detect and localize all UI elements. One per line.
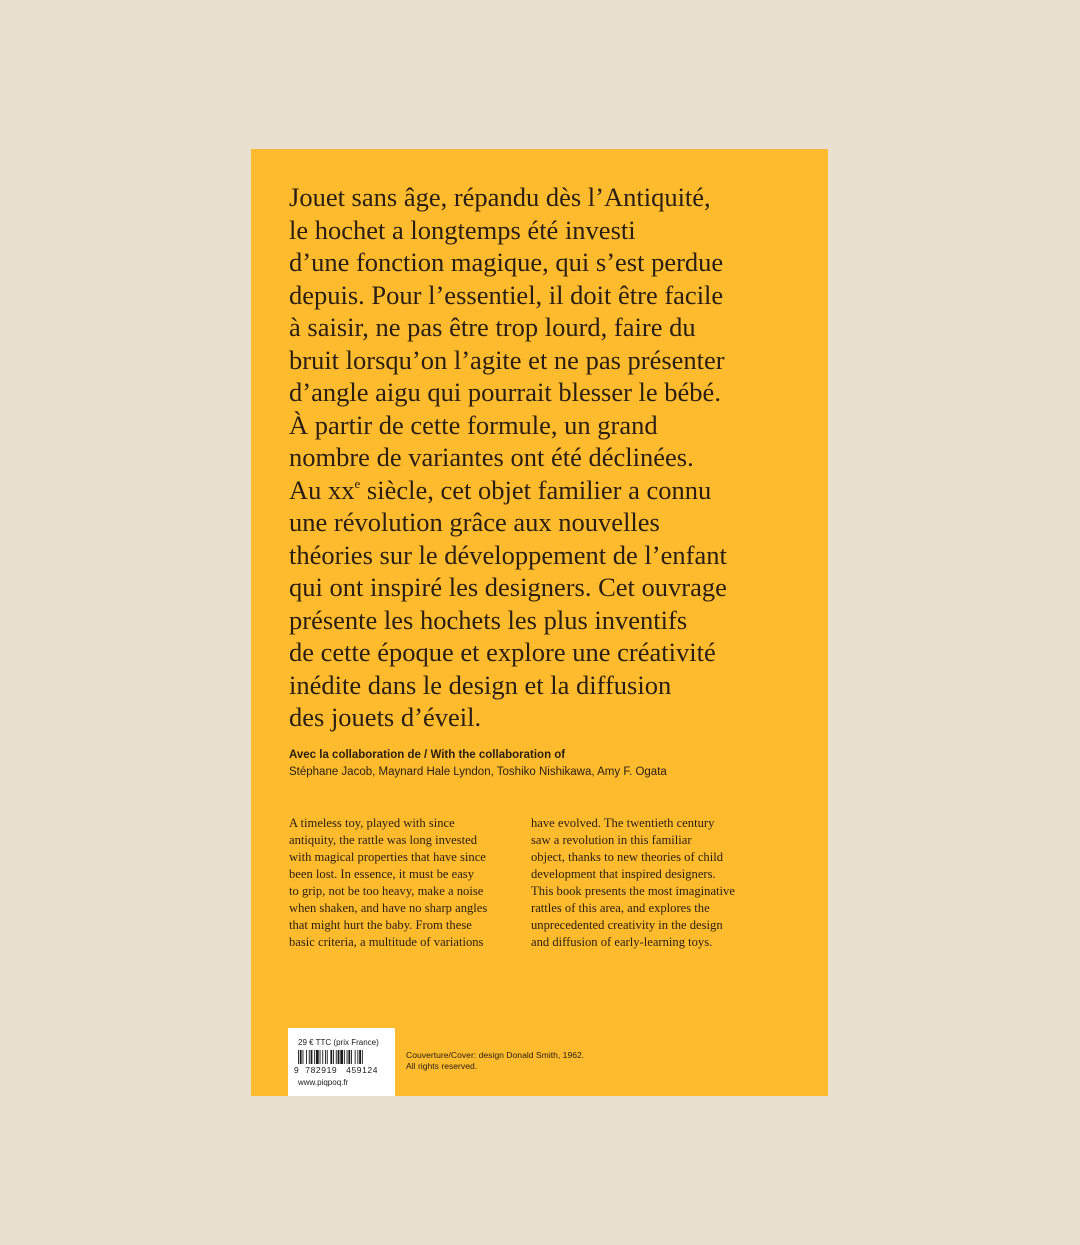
barcode-bar (330, 1050, 332, 1064)
english-blurb-right-column (531, 815, 761, 951)
barcode-bar (355, 1050, 356, 1064)
blurb-line: inédite dans le design et la diffusion (289, 669, 672, 700)
publisher-website: www.piqpoq.fr (298, 1078, 349, 1087)
barcode-bar (347, 1050, 348, 1064)
blurb-line: d’angle aigu qui pourrait blesser le bébé. (289, 377, 721, 407)
english-line: basic criteria, a multitude of variations (289, 935, 484, 949)
barcode-bar (311, 1050, 313, 1064)
barcode-bar (316, 1050, 319, 1064)
english-blurb-left-column (289, 815, 519, 951)
blurb-line: d’une fonction magique, qui s’est perdue (289, 247, 724, 277)
english-line: and diffusion of early-learning toys. (531, 935, 713, 949)
isbn-middle-digits: 782919 (305, 1065, 338, 1075)
blurb-line: le hochet a longtemps été investi (289, 214, 636, 245)
isbn-number (294, 1065, 378, 1075)
rights-line: All rights reserved. (406, 1061, 478, 1071)
english-line: when shaken, and have no sharp angles (289, 901, 488, 915)
book-back-cover (251, 149, 828, 1096)
barcode-bar (338, 1050, 340, 1064)
barcode-bar (306, 1050, 307, 1064)
barcode-bar (320, 1050, 321, 1064)
blurb-line: À partir de cette formule, un grand (289, 409, 658, 440)
blurb-line: une révolution grâce aux nouvelles (289, 507, 660, 537)
english-line: that might hurt the baby. From these (289, 918, 472, 932)
collaboration-title: Avec la collaboration de / With the collaboration of (289, 749, 566, 761)
barcode-bar (322, 1050, 323, 1064)
barcode-bar (340, 1050, 343, 1064)
french-blurb (289, 181, 809, 734)
english-line: unprecedented creativity in the design (531, 918, 723, 932)
barcode-bar (327, 1050, 328, 1064)
blurb-line: de cette époque et explore une créativité (289, 637, 716, 667)
century-before: Au xx (289, 474, 355, 505)
english-line: saw a revolution in this familiar (531, 833, 692, 847)
blurb-line: bruit lorsqu’on l’agite et ne pas présenter (289, 344, 725, 375)
english-line: rattles of this area, and explores the (531, 901, 710, 915)
english-line: A timeless toy, played with since (289, 816, 455, 830)
isbn-first-digit: 9 (294, 1065, 300, 1075)
barcode-bar (298, 1050, 299, 1064)
blurb-line: depuis. Pour l’essentiel, il doit être facile (289, 279, 724, 310)
english-line: have evolved. The twentieth century (531, 816, 715, 830)
english-line: been lost. In essence, it must be easy (289, 867, 475, 881)
barcode-bar (348, 1050, 350, 1064)
collaboration-names: Stéphane Jacob, Maynard Hale Lyndon, Toshiko Nishikawa, Amy F. Ogata (289, 766, 667, 778)
century-after: siècle, cet objet familier a connu (360, 474, 712, 505)
blurb-line-century (289, 474, 809, 507)
price-text: 29 € TTC (prix France) (298, 1038, 379, 1047)
english-line: object, thanks to new theories of child (531, 850, 724, 864)
barcode-bar (314, 1050, 315, 1064)
barcode-bar (336, 1050, 337, 1064)
barcode-bar (344, 1050, 345, 1064)
english-line: antiquity, the rattle was long invested (289, 833, 478, 847)
english-line: development that inspired designers. (531, 867, 716, 881)
blurb-line: nombre de variantes ont été déclinées. (289, 442, 694, 472)
barcode-bar (359, 1050, 361, 1064)
barcode-bar (300, 1050, 302, 1064)
barcode-bar (357, 1050, 358, 1064)
barcode-icon (298, 1050, 390, 1064)
english-line: to grip, not be too heavy, make a noise (289, 884, 484, 898)
collaboration-credits (289, 747, 809, 781)
barcode-bar (309, 1050, 310, 1064)
barcode-bar (333, 1050, 334, 1064)
english-line: with magical properties that have since (289, 850, 486, 864)
blurb-line: des jouets d’éveil. (289, 702, 482, 732)
blurb-line: à saisir, ne pas être trop lourd, faire du (289, 312, 696, 342)
century-superscript: e (354, 475, 361, 491)
english-line: This book presents the most imaginative (531, 884, 735, 898)
barcode-label (288, 1028, 395, 1096)
barcode-bar (362, 1050, 363, 1064)
blurb-line: qui ont inspiré les designers. Cet ouvrage (289, 572, 727, 602)
blurb-line: présente les hochets les plus inventifs (289, 604, 688, 635)
blurb-line: théories sur le développement de l’enfant (289, 539, 727, 570)
blurb-line: Jouet sans âge, répandu dès l’Antiquité, (289, 182, 711, 212)
barcode-bar (303, 1050, 304, 1064)
cover-credit-line: Couverture/Cover: design Donald Smith, 1962. (406, 1050, 585, 1060)
cover-credit (406, 1050, 584, 1072)
barcode-bar (325, 1050, 326, 1064)
isbn-last-digits: 459124 (346, 1065, 379, 1075)
barcode-bar (351, 1050, 352, 1064)
